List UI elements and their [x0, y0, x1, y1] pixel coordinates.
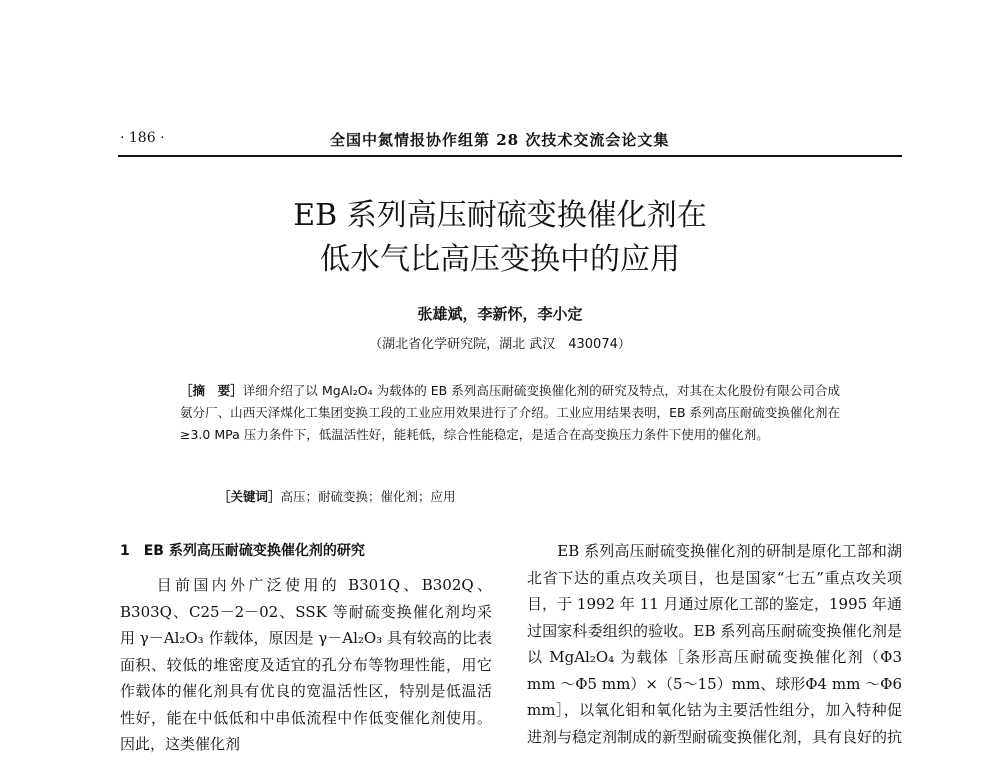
right-column: [527, 538, 902, 750]
abstract-label: ［摘 要］: [180, 383, 243, 398]
affiliation: （湖北省化学研究院，湖北 武汉 430074）: [369, 337, 631, 352]
left-column: [120, 572, 492, 758]
keywords-text: 高压；耐硫变换；催化剂；应用: [280, 489, 456, 504]
section-heading: 1 EB 系列高压耐硫变换催化剂的研究: [120, 543, 365, 559]
page-number: · 186 ·: [120, 130, 165, 146]
abstract-text: 详细介绍了以 MgAl₂O₄ 为载体的 EB 系列高压耐硫变换催化剂的研究及特点，对其在太化股份有限公司合成氨分厂、山西天泽煤化工集团变换工段的工业应用效果进行了介绍。工业应用结果表明，EB 系列高压耐硫变换催化剂在≥3.0 MPa 压力条件下，低温活性好，能耗低，综合性能稳定，是适合在高变换压力条件下使用的催化剂。: [180, 383, 840, 442]
running-header: 全国中氮情报协作组第 28 次技术交流会论文集: [330, 131, 670, 149]
keywords-label: ［关键词］: [218, 489, 281, 504]
header-rule: [118, 155, 902, 157]
abstract: [180, 380, 840, 446]
right-column-paragraph: EB 系列高压耐硫变换催化剂的研制是原化工部和湖北省下达的重点攻关项目，也是国家“七五”重点攻关项目，于 1992 年 11 月通过原化工部的鉴定，1995 年通过国家科委组织的验收。EB 系列高压耐硫变换催化剂是以 MgAl₂O₄ 为载体［条形高压耐硫变换催化剂（Φ3 mm ～Φ5 mm）×（5～15）mm、球形Φ4 mm ～Φ6 mm］，以氧化钼和氧化钴为主要活性组分，加入特种促进剂与稳定剂制成的新型耐硫变换催化剂，具有良好的抗: [527, 542, 903, 746]
keywords: [218, 487, 456, 505]
left-column-paragraph: 目前国内外广泛使用的 B301Q、B302Q、B303Q、C25－2－02、SSK 等耐硫变换催化剂均采用 γ－Al₂O₃ 作载体，原因是 γ－Al₂O₃ 具有较高的比表面积、较低的堆密度及适宜的孔分布等物理性能，用它作载体的催化剂具有优良的宽温活性区，特别是低温活性好，能在中低低和中串低流程中作低变催化剂使用。因此，这类催化剂: [120, 576, 492, 753]
paper-title-line-1: EB 系列高压耐硫变换催化剂在: [293, 198, 707, 233]
authors: 张雄斌，李新怀，李小定: [417, 305, 583, 323]
paper-title-line-2: 低水气比高压变换中的应用: [320, 242, 680, 277]
